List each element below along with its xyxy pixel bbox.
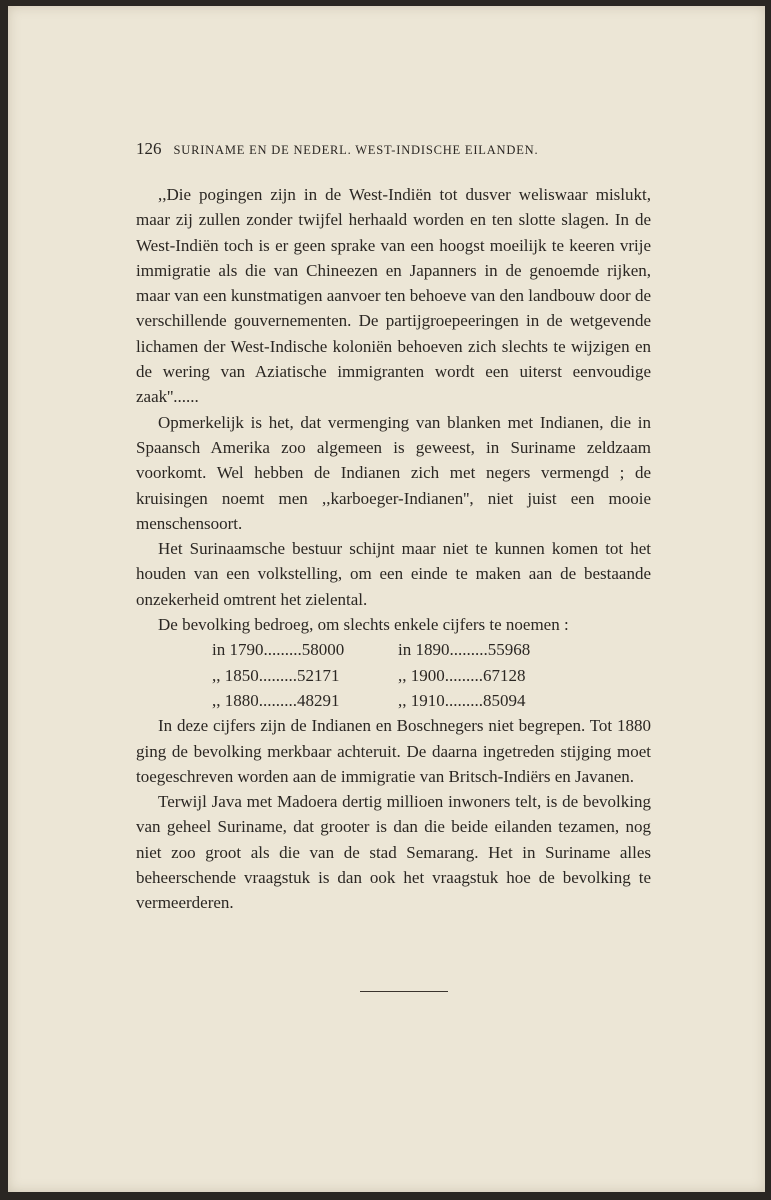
table-cell: in 1790.........58000 bbox=[212, 640, 345, 660]
table-row bbox=[212, 663, 651, 688]
table-cell: ,, 1850.........52171 bbox=[212, 665, 340, 685]
population-table bbox=[136, 637, 651, 713]
section-divider bbox=[360, 991, 448, 992]
book-page bbox=[8, 6, 765, 1192]
paragraph-figures-note: In deze cijfers zijn de Indianen en Boschnegers niet begrepen. Tot 1880 ging de bevolking merkbaar achteruit. De daarna ingetreden stijging moet toegeschreven worden aan de immigratie van Britsch-Indiërs en Javanen. bbox=[136, 716, 651, 786]
table-row bbox=[212, 637, 651, 662]
table-cell: in 1890.........55968 bbox=[398, 640, 531, 660]
paragraph-census: Het Surinaamsche bestuur schijnt maar niet te kunnen komen tot het houden van een volkstelling, om een einde te maken aan de bestaande onzekerheid omtrent het zielental. bbox=[136, 539, 651, 609]
table-cell: ,, 1900.........67128 bbox=[398, 665, 526, 685]
paragraph-quote: ,,Die pogingen zijn in de West-Indiën tot dusver weliswaar mislukt, maar zij zullen zonder twijfel herhaald worden en ten slotte slagen. In de West-Indiën toch is er geen sprake van een hoogst moeilijk te keeren vrije immigratie als die van Chineezen en Japanners in de genoemde rijken, maar van een kunstmatigen aanvoer ten behoeve van den landbouw door de verschillende gouvernementen. De partijgroepeeringen in de wetgevende lichamen der West-Indische koloniën behoeven zich slechts te wijzigen en de wering van Aziatische immigranten wordt een uiterst eenvoudige zaak''...... bbox=[136, 185, 652, 407]
table-cell: ,, 1910.........85094 bbox=[398, 690, 526, 710]
table-cell: ,, 1880.........48291 bbox=[212, 690, 340, 710]
paragraph-java-comparison: Terwijl Java met Madoera dertig millioen inwoners telt, is de bevolking van geheel Suriname, dat grooter is dan die beide eilanden tezamen, nog niet zoo groot als die van de stad Semarang. Het in Suriname alles beheerschende vraagstuk is dan ook het vraagstuk hoe de bevolking te vermeerderen. bbox=[136, 792, 651, 913]
table-row bbox=[212, 688, 651, 713]
running-title: SURINAME EN DE NEDERL. WEST-INDISCHE EILANDEN. bbox=[173, 143, 539, 157]
page-header bbox=[136, 139, 626, 159]
body-text bbox=[136, 182, 651, 916]
page-number: 126 bbox=[136, 139, 162, 158]
paragraph-intermixing: Opmerkelijk is het, dat vermenging van blanken met Indianen, die in Spaansch Amerika zoo algemeen is geweest, in Suriname zeldzaam voorkomt. Wel hebben de Indianen zich met negers vermengd ; de kruisingen noemt men ,,karboeger-Indianen'', niet juist een mooie menschensoort. bbox=[136, 412, 651, 533]
paragraph-population-intro: De bevolking bedroeg, om slechts enkele cijfers te noemen : bbox=[158, 615, 569, 635]
